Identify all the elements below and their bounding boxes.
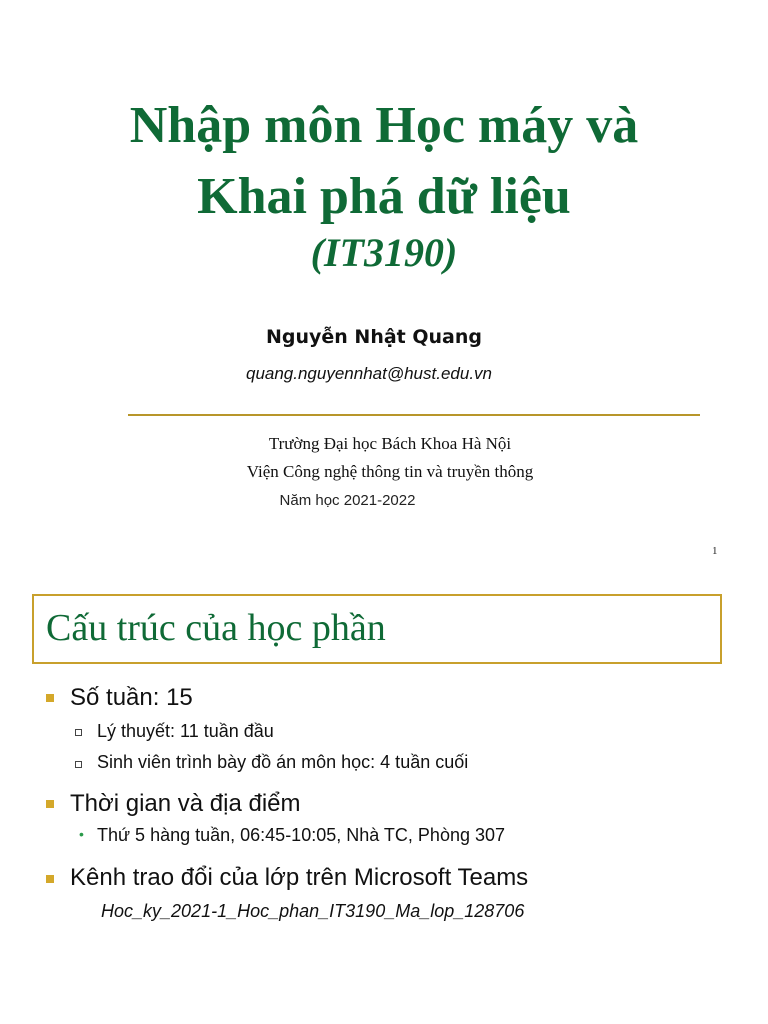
academic-year: Năm học 2021-2022 xyxy=(279,492,416,509)
page-number: 1 xyxy=(712,545,718,557)
square-bullet-icon xyxy=(46,875,54,883)
slide-title-line2: Khai phá dữ liệu xyxy=(197,168,571,225)
weeks-label: Số tuần: 15 xyxy=(70,684,193,711)
divider-line xyxy=(128,414,700,416)
teams-label: Kênh trao đổi của lớp trên Microsoft Teams xyxy=(70,864,529,891)
square-bullet-icon xyxy=(46,694,54,702)
dot-bullet-icon: • xyxy=(79,826,84,842)
institution-name: Trường Đại học Bách Khoa Hà Nội xyxy=(268,434,512,453)
author-name: Nguyễn Nhật Quang xyxy=(265,326,482,348)
schedule-item: Thứ 5 hàng tuần, 06:45-10:05, Nhà TC, Phòng 307 xyxy=(97,825,506,845)
course-code: (IT3190) xyxy=(310,230,458,275)
slide-title-line1: Nhập môn Học máy và xyxy=(129,97,639,154)
square-bullet-icon xyxy=(46,800,54,808)
schedule-label: Thời gian và địa điểm xyxy=(70,790,301,817)
hollow-square-bullet-icon xyxy=(75,761,82,768)
weeks-item-project: Sinh viên trình bày đồ án môn học: 4 tuần cuối xyxy=(97,752,469,772)
author-email: quang.nguyennhat@hust.edu.vn xyxy=(245,364,492,383)
section-title: Cấu trúc của học phần xyxy=(46,607,386,649)
department-name: Viện Công nghệ thông tin và truyền thông xyxy=(246,462,534,481)
hollow-square-bullet-icon xyxy=(75,729,82,736)
section-title-box xyxy=(32,594,722,664)
teams-channel-name: Hoc_ky_2021-1_Hoc_phan_IT3190_Ma_lop_128706 xyxy=(101,901,525,921)
weeks-item-theory: Lý thuyết: 11 tuần đầu xyxy=(97,721,274,741)
